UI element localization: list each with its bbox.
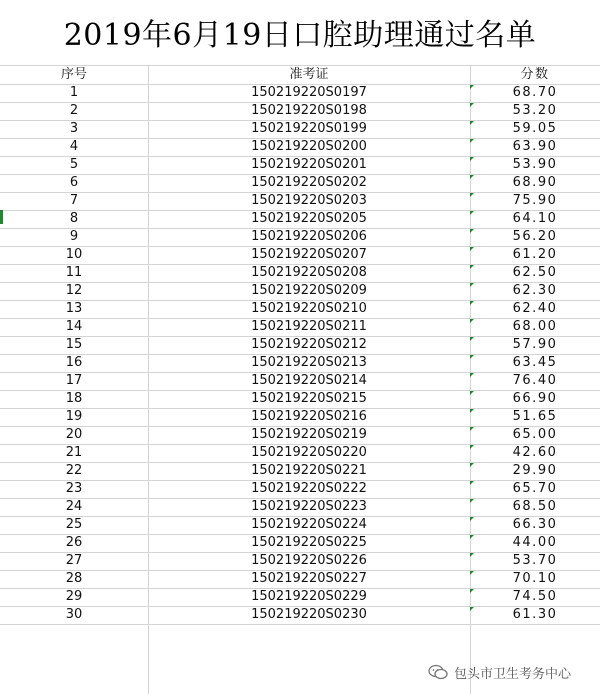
number-as-text-flag [470,283,474,287]
table-row [0,498,600,516]
cell-exam-id[interactable]: 150219220S0222 [251,481,367,496]
table-row [0,300,600,318]
number-as-text-flag [470,139,474,143]
cell-score[interactable]: 53.70 [512,553,558,568]
header-seq: 序号 [60,67,87,82]
cell-score[interactable]: 51.65 [512,409,558,424]
number-as-text-flag [470,589,474,593]
table-row [0,336,600,354]
cell-seq[interactable]: 2 [69,103,79,118]
number-as-text-flag [470,553,474,557]
number-as-text-flag [470,571,474,575]
table-row [0,120,600,138]
cell-seq[interactable]: 28 [65,571,83,586]
number-as-text-flag [470,175,474,179]
number-as-text-flag [470,265,474,269]
cell-exam-id[interactable]: 150219220S0229 [251,589,367,604]
wechat-icon [428,664,448,680]
cell-score[interactable]: 66.30 [512,517,558,532]
number-as-text-flag [470,337,474,341]
table-row [0,84,600,102]
cell-exam-id[interactable]: 150219220S0221 [251,463,367,478]
cell-seq[interactable]: 22 [65,463,83,478]
row-selection-marker [0,210,3,224]
table-row [0,570,600,588]
cell-seq[interactable]: 15 [65,337,83,352]
cell-exam-id[interactable]: 150219220S0224 [251,517,367,532]
cell-seq[interactable]: 29 [65,589,83,604]
cell-seq[interactable]: 24 [65,499,83,514]
number-as-text-flag [470,85,474,89]
number-as-text-flag [470,121,474,125]
table-row [0,606,600,624]
cell-score[interactable]: 68.70 [512,85,558,100]
table-row [0,138,600,156]
table-row [0,480,600,498]
cell-score[interactable]: 68.00 [512,319,558,334]
table-row [0,516,600,534]
table-row [0,534,600,552]
cell-exam-id[interactable]: 150219220S0225 [251,535,367,550]
number-as-text-flag [470,445,474,449]
cell-exam-id[interactable]: 150219220S0197 [251,85,367,100]
cell-exam-id[interactable]: 150219220S0212 [251,337,367,352]
cell-seq[interactable]: 13 [65,301,83,316]
number-as-text-flag [470,229,474,233]
cell-seq[interactable]: 25 [65,517,83,532]
cell-seq[interactable]: 26 [65,535,83,550]
table-row [0,408,600,426]
table-row [0,264,600,282]
cell-score[interactable]: 70.10 [512,571,558,586]
cell-score[interactable]: 62.40 [512,301,558,316]
cell-exam-id[interactable]: 150219220S0219 [251,427,367,442]
cell-score[interactable]: 42.60 [512,445,558,460]
cell-exam-id[interactable]: 150219220S0211 [251,319,367,334]
number-as-text-flag [470,607,474,611]
cell-score[interactable]: 64.10 [512,211,558,226]
cell-score[interactable]: 65.70 [512,481,558,496]
cell-score[interactable]: 56.20 [512,229,558,244]
table-row [0,246,600,264]
cell-exam-id[interactable]: 150219220S0201 [251,157,367,172]
cell-score[interactable]: 59.05 [512,121,558,136]
cell-exam-id[interactable]: 150219220S0208 [251,265,367,280]
cell-seq[interactable]: 18 [65,391,83,406]
cell-exam-id[interactable]: 150219220S0226 [251,553,367,568]
cell-seq[interactable]: 12 [65,283,83,298]
cell-exam-id[interactable]: 150219220S0206 [251,229,367,244]
cell-score[interactable]: 61.20 [512,247,558,262]
cell-exam-id[interactable]: 150219220S0202 [251,175,367,190]
cell-exam-id[interactable]: 150219220S0230 [251,607,367,622]
cell-seq[interactable]: 11 [65,265,83,280]
cell-seq[interactable]: 8 [69,211,79,226]
number-as-text-flag [470,427,474,431]
table-row [0,210,600,228]
cell-seq[interactable]: 20 [65,427,83,442]
cell-seq[interactable]: 23 [65,481,83,496]
table-row [0,174,600,192]
table-row [0,462,600,480]
number-as-text-flag [470,355,474,359]
cell-score[interactable]: 62.30 [512,283,558,298]
table-row [0,372,600,390]
cell-score[interactable]: 57.90 [512,337,558,352]
cell-exam-id[interactable]: 150219220S0223 [251,499,367,514]
cell-seq[interactable]: 14 [65,319,83,334]
cell-exam-id[interactable]: 150219220S0210 [251,301,367,316]
cell-score[interactable]: 63.45 [512,355,558,370]
cell-score[interactable]: 76.40 [512,373,558,388]
table-row [0,588,600,606]
cell-seq[interactable]: 16 [65,355,83,370]
table-row [0,228,600,246]
cell-seq[interactable]: 27 [65,553,83,568]
cell-exam-id[interactable]: 150219220S0227 [251,571,367,586]
cell-exam-id[interactable]: 150219220S0216 [251,409,367,424]
table-row [0,390,600,408]
table-row [0,156,600,174]
number-as-text-flag [470,103,474,107]
number-as-text-flag [470,319,474,323]
cell-score[interactable]: 68.90 [512,175,558,190]
cell-exam-id[interactable]: 150219220S0215 [251,391,367,406]
table-row [0,426,600,444]
cell-score[interactable]: 68.50 [512,499,558,514]
cell-seq[interactable]: 3 [69,121,79,136]
cell-seq[interactable]: 30 [65,607,83,622]
cell-exam-id[interactable]: 150219220S0199 [251,121,367,136]
number-as-text-flag [470,463,474,467]
header-row [0,66,600,84]
cell-seq[interactable]: 5 [69,157,79,172]
header-exam-id: 准考证 [289,67,329,82]
cell-score[interactable]: 74.50 [512,589,558,604]
cell-exam-id[interactable]: 150219220S0200 [251,139,367,154]
number-as-text-flag [470,517,474,521]
number-as-text-flag [470,409,474,413]
number-as-text-flag [470,391,474,395]
table-row [0,102,600,120]
number-as-text-flag [470,301,474,305]
cell-score[interactable]: 53.20 [512,103,558,118]
table-row [0,192,600,210]
number-as-text-flag [470,499,474,503]
header-score: 分数 [520,67,550,82]
cell-exam-id[interactable]: 150219220S0213 [251,355,367,370]
cell-exam-id[interactable]: 150219220S0203 [251,193,367,208]
table-row [0,282,600,300]
cell-exam-id[interactable]: 150219220S0220 [251,445,367,460]
cell-seq[interactable]: 6 [69,175,79,190]
cell-score[interactable]: 29.90 [512,463,558,478]
cell-score[interactable]: 65.00 [512,427,558,442]
table-row [0,444,600,462]
number-as-text-flag [470,211,474,215]
table-row [0,354,600,372]
cell-score[interactable]: 44.00 [512,535,558,550]
cell-score[interactable]: 63.90 [512,139,558,154]
cell-seq[interactable]: 9 [69,229,79,244]
cell-score[interactable]: 66.90 [512,391,558,406]
number-as-text-flag [470,481,474,485]
watermark-text: 包头市卫生考务中心 [454,666,572,682]
cell-seq[interactable]: 17 [65,373,83,388]
number-as-text-flag [470,535,474,539]
table-row [0,552,600,570]
page-title: 2019年6月19日口腔助理通过名单 [63,18,537,53]
cell-exam-id[interactable]: 150219220S0209 [251,283,367,298]
cell-seq[interactable]: 1 [69,85,79,100]
cell-score[interactable]: 61.30 [512,607,558,622]
grid-row-line [0,624,600,625]
cell-exam-id[interactable]: 150219220S0207 [251,247,367,262]
cell-score[interactable]: 75.90 [512,193,558,208]
cell-seq[interactable]: 10 [65,247,83,262]
cell-score[interactable]: 62.50 [512,265,558,280]
cell-exam-id[interactable]: 150219220S0214 [251,373,367,388]
number-as-text-flag [470,247,474,251]
number-as-text-flag [470,193,474,197]
cell-exam-id[interactable]: 150219220S0205 [251,211,367,226]
cell-seq[interactable]: 7 [69,193,79,208]
table-row [0,318,600,336]
cell-exam-id[interactable]: 150219220S0198 [251,103,367,118]
number-as-text-flag [470,373,474,377]
cell-seq[interactable]: 19 [65,409,83,424]
cell-score[interactable]: 53.90 [512,157,558,172]
cell-seq[interactable]: 21 [65,445,83,460]
watermark [428,662,571,682]
cell-seq[interactable]: 4 [69,139,79,154]
number-as-text-flag [470,157,474,161]
